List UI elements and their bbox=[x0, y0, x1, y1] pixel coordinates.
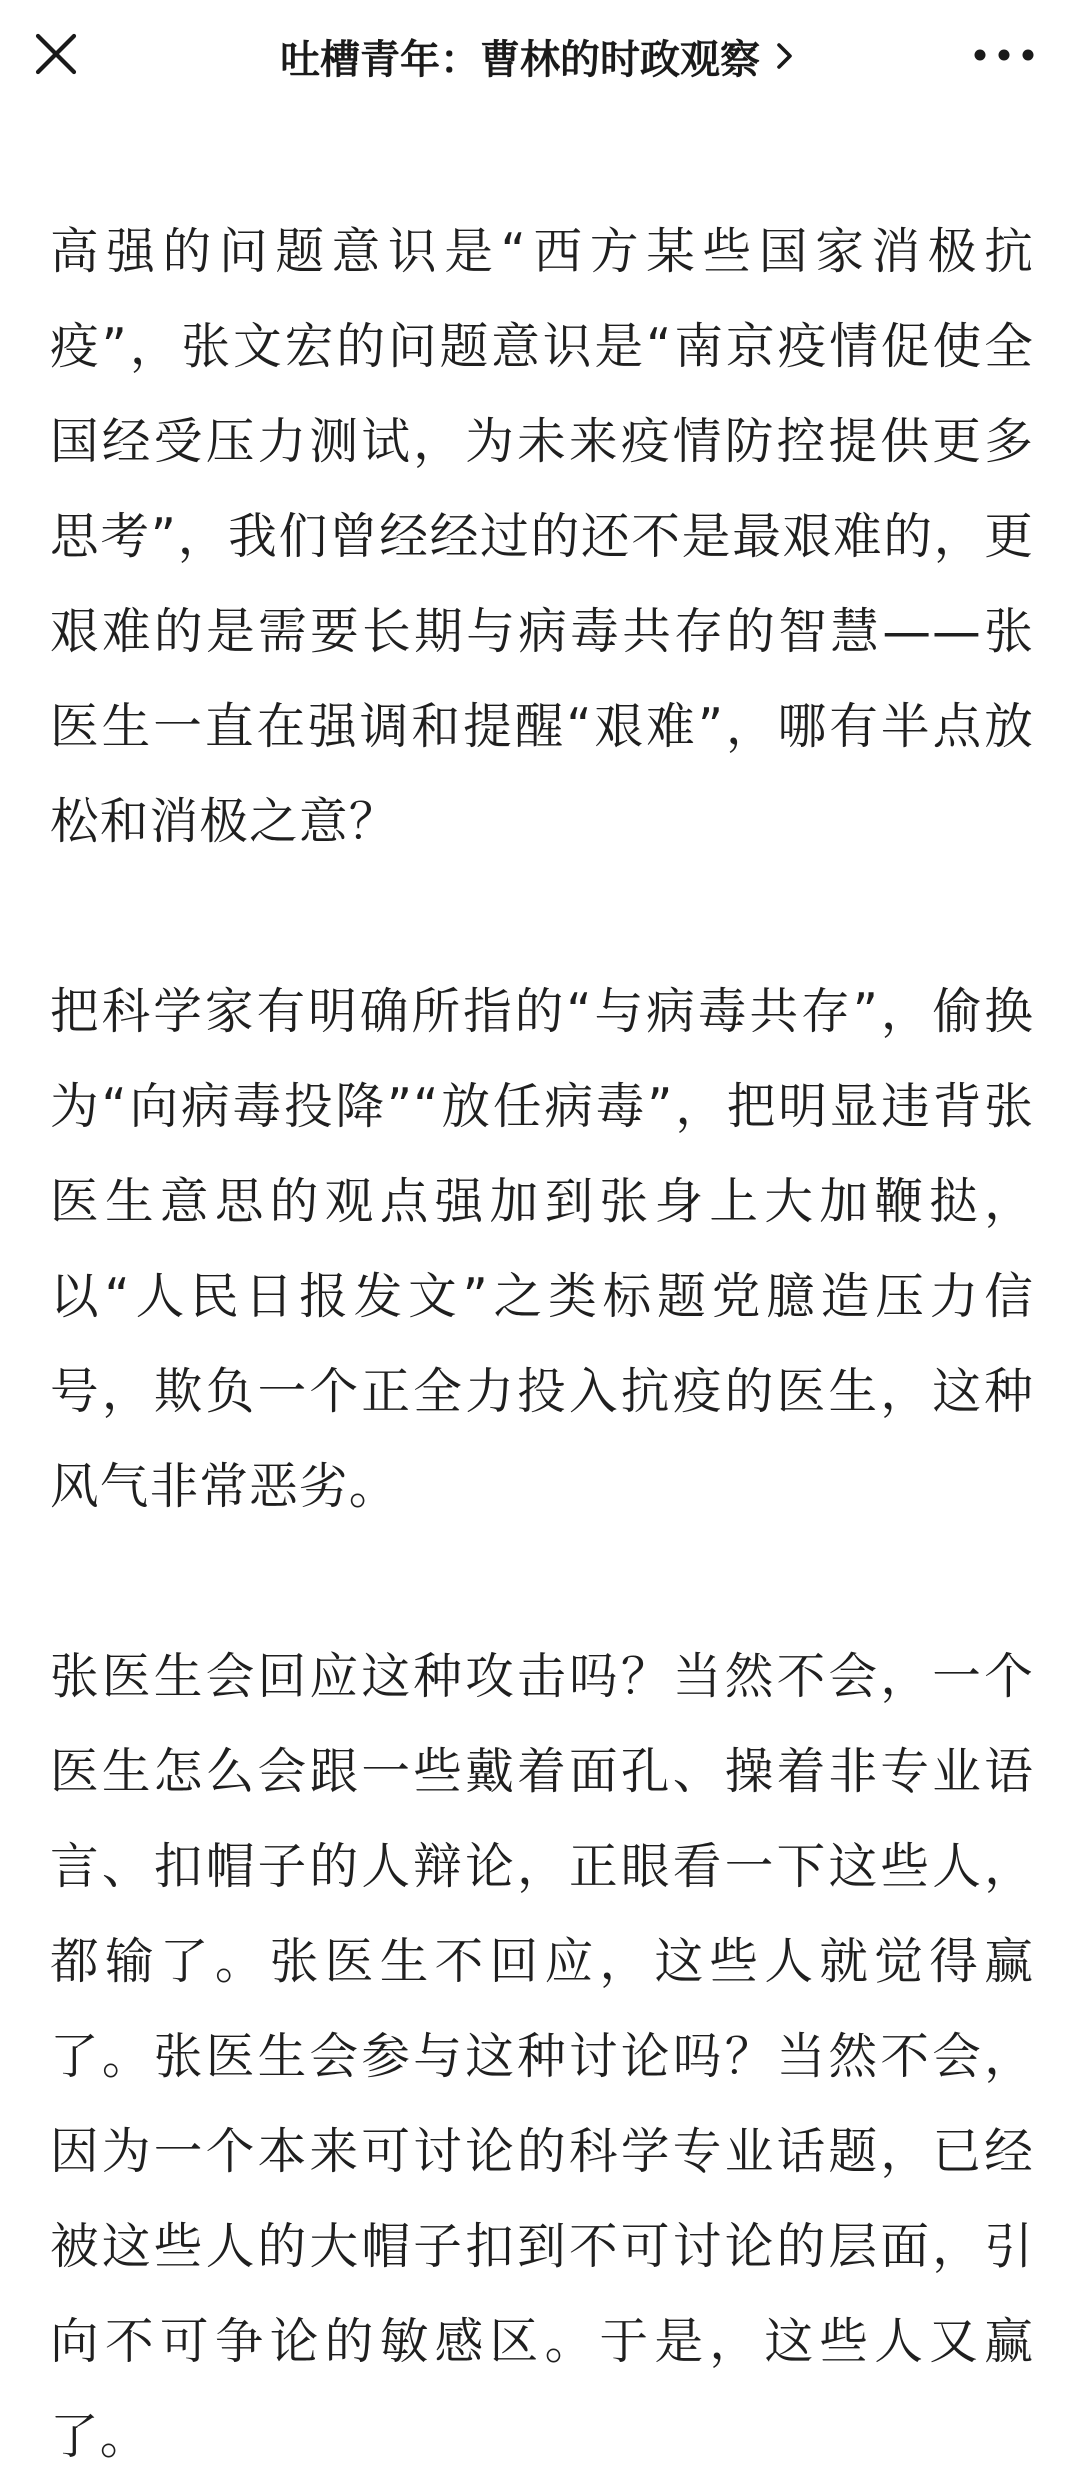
close-icon bbox=[28, 26, 84, 82]
close-button[interactable] bbox=[28, 26, 84, 82]
more-horizontal-icon bbox=[964, 30, 1044, 80]
account-title: 吐槽青年：曹林的时政观察 bbox=[280, 36, 760, 83]
article-paragraph: 高强的问题意识是“西方某些国家消极抗疫”，张文宏的问题意识是“南京疫情促使全国经受压力测试，为未来疫情防控提供更多思考”，我们曾经经过的还不是最艰难的，更艰难的是需要长期与病毒共存的智慧——张医生一直在强调和提醒“艰难”，哪有半点放松和消极之意？ bbox=[50, 224, 1034, 850]
more-options-button[interactable] bbox=[964, 30, 1044, 80]
article-paragraph: 把科学家有明确所指的“与病毒共存”，偷换为“向病毒投降”“放任病毒”，把明显违背张医生意思的观点强加到张身上大加鞭挞，以“人民日报发文”之类标题党臆造压力信号，欺负一个正全力投入抗疫的医生，这种风气非常恶劣。 bbox=[50, 984, 1034, 1515]
chevron-right-icon bbox=[770, 36, 800, 76]
top-nav-bar bbox=[0, 0, 1080, 122]
article-body bbox=[50, 205, 1034, 2485]
article-paragraph: 张医生会回应这种攻击吗？当然不会，一个医生怎么会跟一些戴着面孔、操着非专业语言、扣帽子的人辩论，正眼看一下这些人，都输了。张医生不回应，这些人就觉得赢了。张医生会参与这种讨论吗？当然不会，因为一个本来可讨论的科学专业话题，已经被这些人的大帽子扣到不可讨论的层面，引向不可争论的敏感区。于是，这些人又赢了。 bbox=[50, 1649, 1034, 2465]
account-title-link[interactable] bbox=[150, 24, 930, 88]
